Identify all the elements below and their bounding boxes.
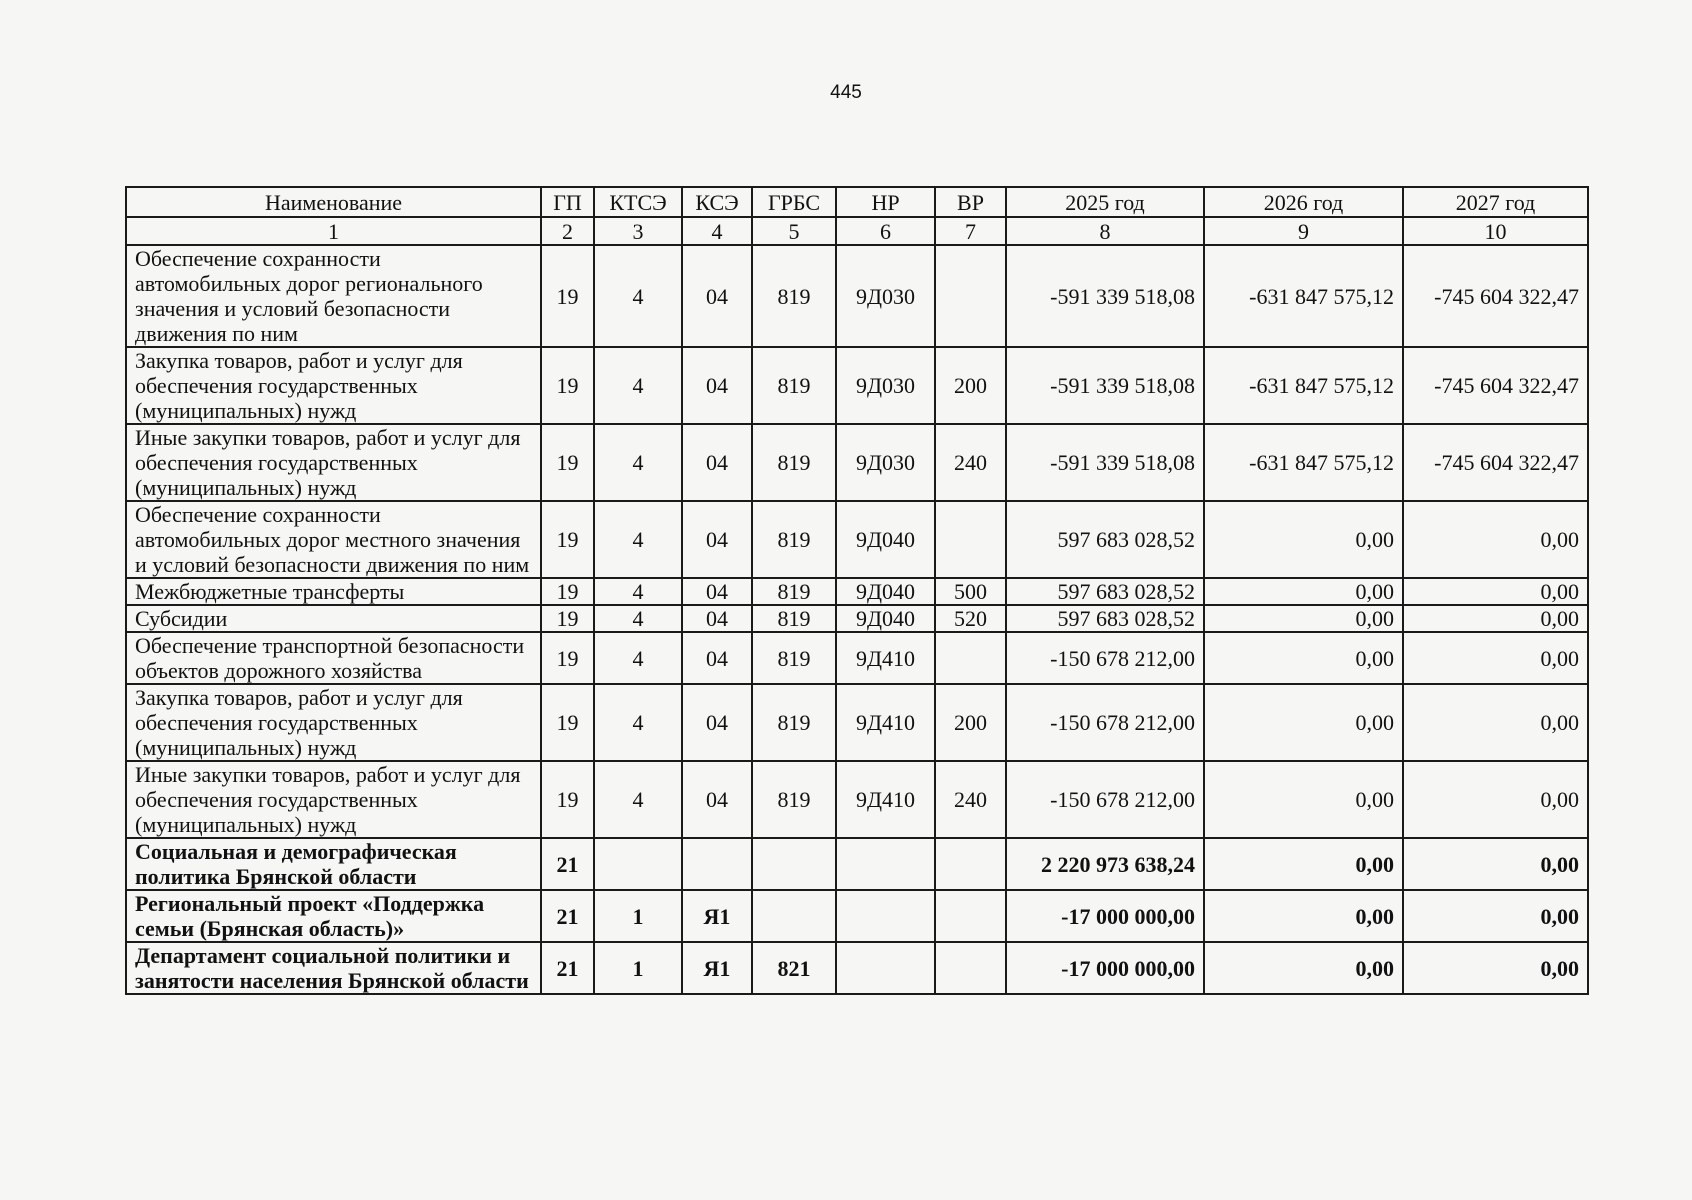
row-2027-cell: 0,00 — [1403, 838, 1588, 890]
header-vr: ВР — [935, 187, 1006, 217]
row-grbs-cell: 819 — [752, 347, 836, 424]
header-ktse: КТСЭ — [594, 187, 682, 217]
table-row — [126, 942, 1588, 994]
row-2025-cell: 597 683 028,52 — [1006, 501, 1204, 578]
row-grbs-cell — [752, 838, 836, 890]
row-2027-cell: 0,00 — [1403, 761, 1588, 838]
row-2027-cell: -745 604 322,47 — [1403, 347, 1588, 424]
row-vr-cell: 200 — [935, 684, 1006, 761]
row-2027-cell: -745 604 322,47 — [1403, 245, 1588, 347]
header-2027: 2027 год — [1403, 187, 1588, 217]
row-name-cell: Департамент социальной политики и занятости населения Брянской области — [126, 942, 541, 994]
row-ktse-cell: 4 — [594, 424, 682, 501]
row-2025-cell: -591 339 518,08 — [1006, 424, 1204, 501]
row-ktse-cell: 4 — [594, 761, 682, 838]
row-grbs-cell: 819 — [752, 578, 836, 605]
row-kse-cell: 04 — [682, 424, 752, 501]
row-2027-cell: 0,00 — [1403, 942, 1588, 994]
row-vr-cell — [935, 942, 1006, 994]
row-2026-cell: -631 847 575,12 — [1204, 424, 1403, 501]
table-row — [126, 838, 1588, 890]
row-nr-cell — [836, 942, 935, 994]
table-row — [126, 578, 1588, 605]
row-ktse-cell: 4 — [594, 578, 682, 605]
row-name-cell: Закупка товаров, работ и услуг для обеспечения государственных (муниципальных) нужд — [126, 684, 541, 761]
column-number: 7 — [935, 217, 1006, 245]
row-2025-cell: -150 678 212,00 — [1006, 684, 1204, 761]
row-2026-cell: 0,00 — [1204, 632, 1403, 684]
row-grbs-cell: 819 — [752, 605, 836, 632]
row-ktse-cell: 4 — [594, 245, 682, 347]
row-gp-cell: 19 — [541, 761, 594, 838]
column-number: 10 — [1403, 217, 1588, 245]
column-number: 8 — [1006, 217, 1204, 245]
row-2025-cell: -591 339 518,08 — [1006, 245, 1204, 347]
row-ktse-cell — [594, 838, 682, 890]
row-2025-cell: -17 000 000,00 — [1006, 890, 1204, 942]
row-kse-cell: 04 — [682, 632, 752, 684]
table-row — [126, 424, 1588, 501]
row-2026-cell: 0,00 — [1204, 838, 1403, 890]
row-2027-cell: 0,00 — [1403, 684, 1588, 761]
row-name-cell: Обеспечение транспортной безопасности объектов дорожного хозяйства — [126, 632, 541, 684]
header-grbs: ГРБС — [752, 187, 836, 217]
header-name: Наименование — [126, 187, 541, 217]
row-ktse-cell: 4 — [594, 501, 682, 578]
header-2026: 2026 год — [1204, 187, 1403, 217]
row-gp-cell: 19 — [541, 424, 594, 501]
row-grbs-cell — [752, 890, 836, 942]
column-number: 6 — [836, 217, 935, 245]
row-2025-cell: 2 220 973 638,24 — [1006, 838, 1204, 890]
row-2027-cell: 0,00 — [1403, 501, 1588, 578]
row-name-cell: Субсидии — [126, 605, 541, 632]
table-row — [126, 761, 1588, 838]
row-gp-cell: 19 — [541, 578, 594, 605]
row-2026-cell: 0,00 — [1204, 890, 1403, 942]
row-2026-cell: -631 847 575,12 — [1204, 347, 1403, 424]
row-2026-cell: 0,00 — [1204, 578, 1403, 605]
row-grbs-cell: 819 — [752, 632, 836, 684]
row-grbs-cell: 819 — [752, 684, 836, 761]
row-nr-cell: 9Д410 — [836, 684, 935, 761]
row-name-cell: Обеспечение сохранности автомобильных дорог местного значения и условий безопасности движения по ним — [126, 501, 541, 578]
row-nr-cell: 9Д040 — [836, 605, 935, 632]
row-kse-cell: 04 — [682, 245, 752, 347]
table-row — [126, 890, 1588, 942]
header-row — [126, 187, 1588, 217]
row-kse-cell: Я1 — [682, 890, 752, 942]
row-nr-cell: 9Д040 — [836, 501, 935, 578]
row-gp-cell: 19 — [541, 605, 594, 632]
row-vr-cell — [935, 838, 1006, 890]
row-2027-cell: -745 604 322,47 — [1403, 424, 1588, 501]
row-vr-cell: 240 — [935, 761, 1006, 838]
row-2025-cell: 597 683 028,52 — [1006, 605, 1204, 632]
row-ktse-cell: 1 — [594, 942, 682, 994]
row-2026-cell: 0,00 — [1204, 605, 1403, 632]
table-row — [126, 245, 1588, 347]
row-ktse-cell: 4 — [594, 632, 682, 684]
row-gp-cell: 19 — [541, 501, 594, 578]
row-ktse-cell: 4 — [594, 347, 682, 424]
row-gp-cell: 21 — [541, 942, 594, 994]
row-kse-cell: 04 — [682, 761, 752, 838]
row-grbs-cell: 819 — [752, 501, 836, 578]
page-number: 445 — [830, 82, 862, 103]
row-vr-cell: 500 — [935, 578, 1006, 605]
row-vr-cell — [935, 245, 1006, 347]
row-name-cell: Межбюджетные трансферты — [126, 578, 541, 605]
row-2026-cell: 0,00 — [1204, 501, 1403, 578]
row-gp-cell: 19 — [541, 347, 594, 424]
column-number-row — [126, 217, 1588, 245]
row-2027-cell: 0,00 — [1403, 890, 1588, 942]
table-row — [126, 501, 1588, 578]
row-nr-cell: 9Д410 — [836, 632, 935, 684]
row-gp-cell: 19 — [541, 632, 594, 684]
row-2026-cell: -631 847 575,12 — [1204, 245, 1403, 347]
row-name-cell: Социальная и демографическая политика Брянской области — [126, 838, 541, 890]
column-number: 4 — [682, 217, 752, 245]
table-row — [126, 632, 1588, 684]
table-row — [126, 347, 1588, 424]
row-kse-cell: 04 — [682, 501, 752, 578]
row-vr-cell: 520 — [935, 605, 1006, 632]
header-nr: НР — [836, 187, 935, 217]
row-grbs-cell: 819 — [752, 245, 836, 347]
row-kse-cell: 04 — [682, 347, 752, 424]
row-kse-cell: 04 — [682, 684, 752, 761]
row-nr-cell: 9Д410 — [836, 761, 935, 838]
row-grbs-cell: 819 — [752, 424, 836, 501]
row-gp-cell: 19 — [541, 245, 594, 347]
row-vr-cell: 240 — [935, 424, 1006, 501]
row-grbs-cell: 821 — [752, 942, 836, 994]
row-gp-cell: 21 — [541, 838, 594, 890]
row-name-cell: Обеспечение сохранности автомобильных дорог регионального значения и условий безопасности движения по ним — [126, 245, 541, 347]
table-row — [126, 684, 1588, 761]
row-gp-cell: 21 — [541, 890, 594, 942]
column-number: 9 — [1204, 217, 1403, 245]
row-2027-cell: 0,00 — [1403, 605, 1588, 632]
row-2027-cell: 0,00 — [1403, 632, 1588, 684]
row-2027-cell: 0,00 — [1403, 578, 1588, 605]
budget-table — [125, 186, 1589, 995]
row-nr-cell — [836, 838, 935, 890]
row-2025-cell: -150 678 212,00 — [1006, 632, 1204, 684]
row-2025-cell: -591 339 518,08 — [1006, 347, 1204, 424]
header-kse: КСЭ — [682, 187, 752, 217]
row-kse-cell — [682, 838, 752, 890]
row-kse-cell: 04 — [682, 578, 752, 605]
row-nr-cell: 9Д030 — [836, 245, 935, 347]
column-number: 2 — [541, 217, 594, 245]
row-nr-cell: 9Д030 — [836, 424, 935, 501]
row-kse-cell: 04 — [682, 605, 752, 632]
row-nr-cell: 9Д030 — [836, 347, 935, 424]
row-gp-cell: 19 — [541, 684, 594, 761]
row-2025-cell: -17 000 000,00 — [1006, 942, 1204, 994]
row-vr-cell — [935, 890, 1006, 942]
row-vr-cell: 200 — [935, 347, 1006, 424]
row-2026-cell: 0,00 — [1204, 684, 1403, 761]
row-grbs-cell: 819 — [752, 761, 836, 838]
row-2025-cell: 597 683 028,52 — [1006, 578, 1204, 605]
row-2025-cell: -150 678 212,00 — [1006, 761, 1204, 838]
row-name-cell: Иные закупки товаров, работ и услуг для обеспечения государственных (муниципальных) нужд — [126, 761, 541, 838]
row-name-cell: Региональный проект «Поддержка семьи (Брянская область)» — [126, 890, 541, 942]
row-nr-cell — [836, 890, 935, 942]
column-number: 5 — [752, 217, 836, 245]
row-2026-cell: 0,00 — [1204, 761, 1403, 838]
row-name-cell: Иные закупки товаров, работ и услуг для обеспечения государственных (муниципальных) нужд — [126, 424, 541, 501]
row-2026-cell: 0,00 — [1204, 942, 1403, 994]
row-vr-cell — [935, 501, 1006, 578]
header-gp: ГП — [541, 187, 594, 217]
row-kse-cell: Я1 — [682, 942, 752, 994]
header-2025: 2025 год — [1006, 187, 1204, 217]
row-ktse-cell: 1 — [594, 890, 682, 942]
row-ktse-cell: 4 — [594, 605, 682, 632]
row-nr-cell: 9Д040 — [836, 578, 935, 605]
table-row — [126, 605, 1588, 632]
column-number: 3 — [594, 217, 682, 245]
row-vr-cell — [935, 632, 1006, 684]
row-name-cell: Закупка товаров, работ и услуг для обеспечения государственных (муниципальных) нужд — [126, 347, 541, 424]
row-ktse-cell: 4 — [594, 684, 682, 761]
column-number: 1 — [126, 217, 541, 245]
